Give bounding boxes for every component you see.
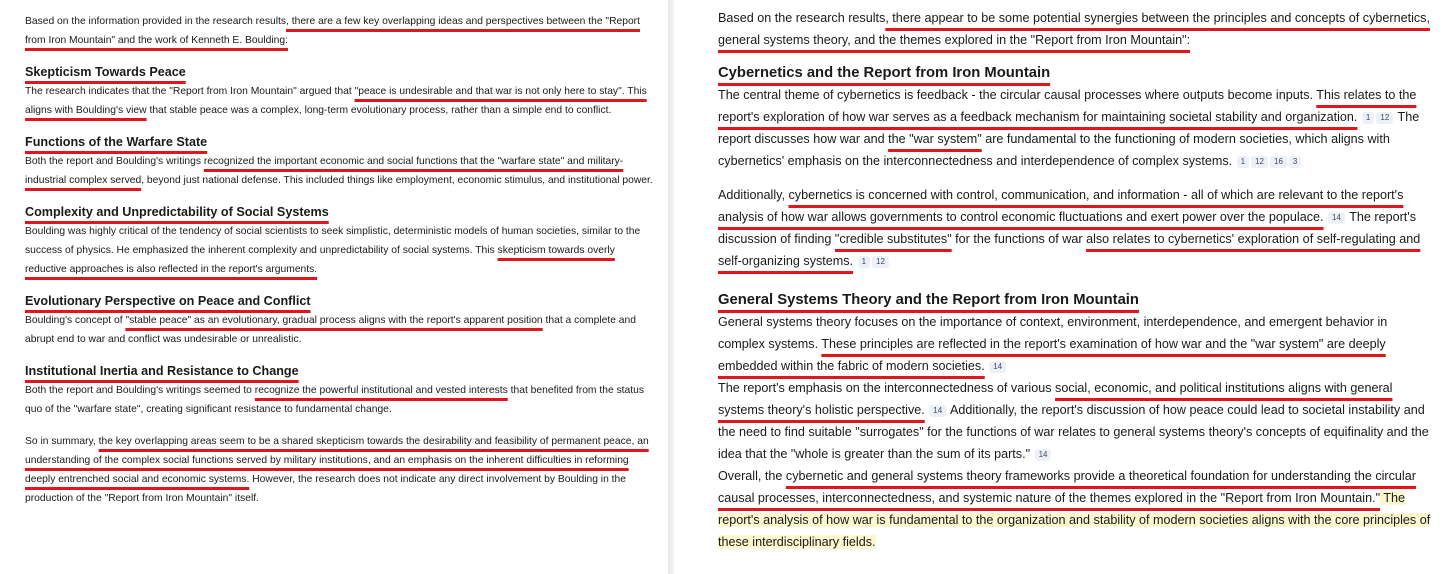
- section-paragraph: Boulding's concept of "stable peace" as an evolutionary, gradual process aligns with the report's apparent position that a complete and abrupt end to war and conflict was undesirable or unrealistic.: [25, 315, 636, 345]
- citation-badge[interactable]: 12: [1251, 156, 1268, 168]
- yellow-highlight: The report's analysis of how war is fundamental to the organization and stability of modern societies aligns with the core principles of these interdisciplinary fields.: [718, 491, 1431, 549]
- conclusion-paragraph: Overall, the cybernetic and general systems theory frameworks provide a theoretical foundation for understanding the circular causal processes, interconnectedness, and systemic nature of the themes explored in the "Report from Iron Mountain." The report's analysis of how war is fundamental to the organization and stability of modern societies aligns with the core principles of these interdisciplinary fields.: [718, 469, 1431, 549]
- left-document-content: [25, 12, 653, 508]
- citation-badge[interactable]: 12: [872, 256, 889, 268]
- citation-badge[interactable]: 12: [1376, 112, 1393, 124]
- highlighted-claim: recognized the important economic and social functions that the "warfare state" and military-industrial complex served: [25, 156, 624, 186]
- highlighted-claim: also relates to cybernetics' exploration of self-regulating and self-organizing systems.: [718, 232, 1421, 268]
- citation-badge[interactable]: 1: [858, 256, 870, 268]
- highlighted-claim: social, economic, and political institutions aligns with general systems theory's holistic perspective.: [718, 381, 1393, 417]
- section-heading: Complexity and Unpredictability of Social Systems: [25, 205, 329, 219]
- highlighted-claim: , there appear to be some potential synergies between the principles and concepts of cybernetics, general systems theory, and the themes explored in the "Report from Iron Mountain":: [718, 11, 1430, 47]
- citation-badge[interactable]: 14: [929, 405, 946, 417]
- highlighted-claim: the key overlapping areas seem to be a shared skepticism towards the desirability and feasibility of permanent peace, an understanding of the complex social functions served by military institutions, and an emphasis on the inherent difficulties in reforming deeply entrenched social and economic systems.: [25, 436, 649, 485]
- right-intro-paragraph: Based on the research results, there appear to be some potential synergies between the principles and concepts of cybernetics, general systems theory, and the themes explored in the "Report from Iron Mountain":: [718, 11, 1430, 47]
- section-heading: Functions of the Warfare State: [25, 135, 208, 149]
- section-paragraph: The research indicates that the "Report from Iron Mountain" argued that "peace is undesirable and that war is not only here to stay". This aligns with Boulding's view that stable peace was a complex, long-term evolutionary process, rather than a simple end to conflict.: [25, 86, 647, 116]
- highlighted-claim: "peace is undesirable and that war is not only here to stay". This aligns with Boulding's view: [25, 86, 647, 116]
- citation-badge[interactable]: 1: [1362, 112, 1374, 124]
- highlighted-claim: the "war system": [888, 132, 982, 146]
- citation-badge[interactable]: 1: [1237, 156, 1249, 168]
- left-intro-paragraph: Based on the information provided in the research results, there are a few key overlapping ideas and perspectives between the "Report from Iron Mountain" and the work of Kenneth E. Boulding:: [25, 16, 640, 46]
- section-heading: General Systems Theory and the Report from Iron Mountain: [718, 292, 1139, 308]
- citation-badge[interactable]: 3: [1289, 156, 1301, 168]
- citation-badge[interactable]: 16: [1270, 156, 1287, 168]
- citation-badge[interactable]: 14: [1328, 212, 1345, 224]
- highlighted-claim: recognize the powerful institutional and vested interests: [254, 385, 508, 396]
- highlighted-claim: cybernetics is concerned with control, communication, and information - all of which are relevant to the report's analysis of how war allows governments to control economic fluctuations and exert power over the populace.: [718, 188, 1404, 224]
- section-paragraph: Both the report and Boulding's writings recognized the important economic and social functions that the "warfare state" and military-industrial complex served, beyond just national defense. This included things like employment, economic stimulus, and institutional power.: [25, 156, 653, 186]
- section-heading: Institutional Inertia and Resistance to Change: [25, 364, 299, 378]
- citation-badge[interactable]: 14: [989, 361, 1006, 373]
- section-heading: Skepticism Towards Peace: [25, 65, 186, 79]
- highlighted-claim: These principles are reflected in the report's examination of how war and the "war system" are deeply embedded within the fabric of modern societies.: [718, 337, 1386, 373]
- citation-badge[interactable]: 14: [1035, 449, 1052, 461]
- right-document-content: [718, 7, 1434, 553]
- section-heading: Cybernetics and the Report from Iron Mountain: [718, 65, 1051, 81]
- section-paragraph: General systems theory focuses on the importance of context, environment, interdependence, and emergent behavior in complex systems. These principles are reflected in the report's examination of how war and the "war system" are deeply embedded within the fabric of modern societies. 14: [718, 315, 1388, 373]
- highlighted-claim: , there are a few key overlapping ideas and perspectives between the "Report from Iron Mountain" and the work of Kenneth E. Boulding:: [25, 16, 640, 46]
- highlighted-claim: This relates to the report's exploration of how war serves as a feedback mechanism for maintaining societal stability and organization.: [718, 88, 1417, 124]
- highlighted-claim: "credible substitutes": [834, 232, 952, 246]
- section-paragraph: The report's emphasis on the interconnectedness of various social, economic, and political institutions aligns with general systems theory's holistic perspective. 14 Additionally, the report's discussion of how peace could lead to societal instability and the need to find suitable "surrogates" for the functions of war relates to general systems theory's concepts of equifinality and the idea that the "whole is greater than the sum of its parts." 14: [718, 381, 1429, 461]
- highlighted-claim: "stable peace" as an evolutionary, gradual process aligns with the report's apparent position: [125, 315, 543, 326]
- section-heading: Evolutionary Perspective on Peace and Conflict: [25, 294, 311, 308]
- highlighted-claim: cybernetic and general systems theory frameworks provide a theoretical foundation for understanding the circular causal processes, interconnectedness, and systemic nature of the themes explored in the "Report from Iron Mountain.": [718, 469, 1416, 505]
- highlighted-claim: skepticism towards overly reductive approaches is also reflected in the report's arguments.: [25, 245, 615, 275]
- section-paragraph: Both the report and Boulding's writings seemed to recognize the powerful institutional and vested interests that benefited from the status quo of the "warfare state", creating significant resistance to fundamental change.: [25, 385, 645, 415]
- section-paragraph: Additionally, cybernetics is concerned with control, communication, and information - all of which are relevant to the report's analysis of how war allows governments to control economic fluctuations and exert power over the populace. 14 The report's discussion of finding "credible substitutes" for the functions of war also relates to cybernetics' exploration of self-regulating and self-organizing systems. 1 12: [718, 188, 1421, 268]
- summary-paragraph: So in summary, the key overlapping areas seem to be a shared skepticism towards the desirability and feasibility of permanent peace, an understanding of the complex social functions served by military institutions, and an emphasis on the inherent difficulties in reforming deeply entrenched social and economic systems. However, the research does not indicate any direct involvement by Boulding in the production of the "Report from Iron Mountain" itself.: [25, 436, 649, 504]
- section-paragraph: The central theme of cybernetics is feedback - the circular causal processes where outputs become inputs. This relates to the report's exploration of how war serves as a feedback mechanism for maintaining societal stability and organization. 1 12 The report discusses how war and the "war system" are fundamental to the functioning of modern societies, which aligns with cybernetics' emphasis on the interconnectedness and interdependence of complex systems. 1 12 16 3: [718, 88, 1420, 168]
- section-paragraph: Boulding was highly critical of the tendency of social scientists to seek simplistic, deterministic models of human societies, similar to the success of physics. He emphasized the inherent complexity and unpredictability of social systems. This skepticism towards overly reductive approaches is also reflected in the report's arguments.: [25, 226, 641, 275]
